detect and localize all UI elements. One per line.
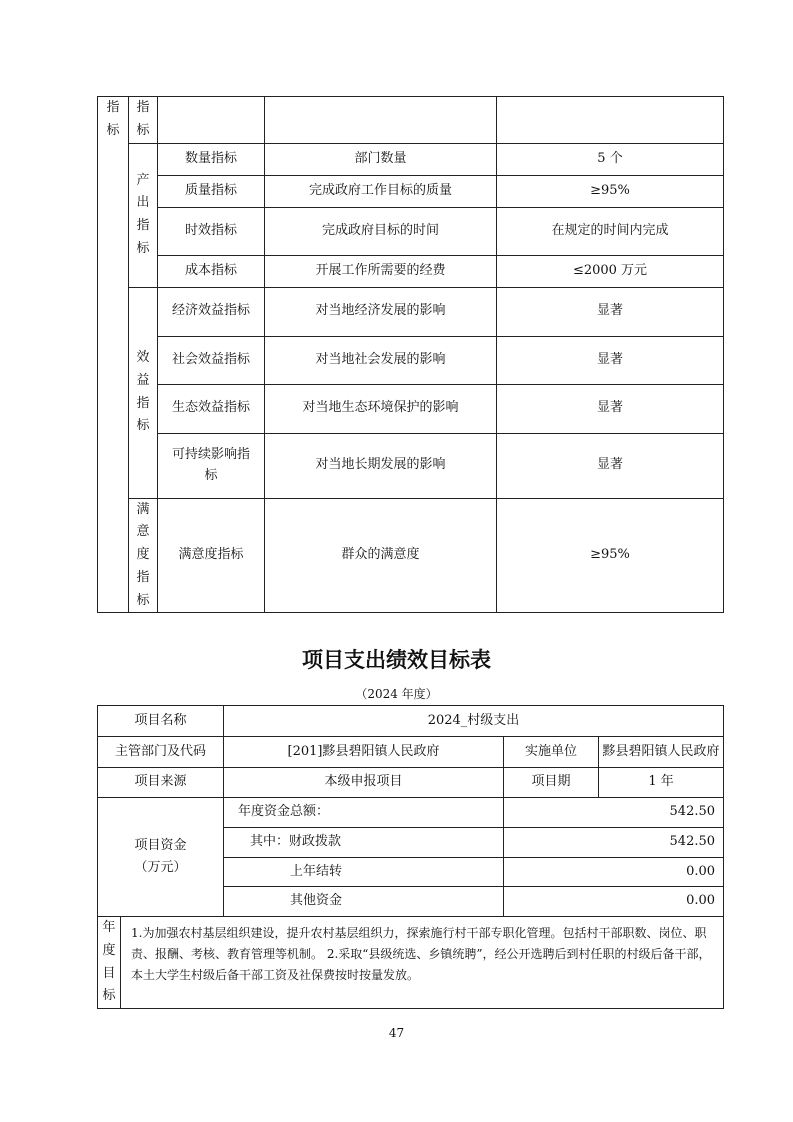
- project-source-value: 本级申报项目: [224, 768, 504, 798]
- indicator-name: 可持续影响指 标: [158, 433, 265, 498]
- indicator-label: 指 标: [98, 97, 129, 613]
- implementing-unit-value: 黟县碧阳镇人民政府: [599, 737, 724, 768]
- project-funds-label: 项目资金 （万元）: [98, 798, 224, 917]
- empty-cell: [497, 97, 724, 144]
- fund-item-label: 上年结转: [224, 858, 504, 887]
- fund-item-label: 年度资金总额：: [224, 798, 504, 828]
- indicator-value: ≥95%: [497, 175, 724, 207]
- indicator-value: 显著: [497, 287, 724, 336]
- indicator-content: 对当地长期发展的影响: [265, 433, 497, 498]
- fund-item-value: 542.50: [504, 828, 724, 858]
- indicator-content: 对当地生态环境保护的影响: [265, 384, 497, 433]
- empty-cell: [265, 97, 497, 144]
- indicator-table-continued: [97, 96, 724, 613]
- project-period-value: 1 年: [599, 768, 724, 798]
- output-indicator-group: 产 出 指 标: [129, 143, 158, 287]
- indicator-content: 部门数量: [265, 143, 497, 175]
- indicator-value: 显著: [497, 336, 724, 384]
- page-number: 47: [388, 1026, 405, 1040]
- indicator-name: 时效指标: [158, 207, 265, 255]
- benefit-indicator-group: 效 益 指 标: [129, 287, 158, 498]
- project-period-label: 项目期: [504, 768, 599, 798]
- indicator-value: ≥95%: [497, 498, 724, 613]
- page-title: 项目支出绩效目标表: [302, 648, 491, 672]
- empty-cell: [158, 97, 265, 144]
- satisfaction-indicator-group: 满 意 度 指 标: [129, 498, 158, 613]
- indicator-content: 对当地经济发展的影响: [265, 287, 497, 336]
- indicator-value: 显著: [497, 433, 724, 498]
- indicator-content: 完成政府工作目标的质量: [265, 175, 497, 207]
- fund-item-value: 0.00: [504, 887, 724, 917]
- fund-item-label: 其他资金: [224, 887, 504, 917]
- annual-goal-text: 1.为加强农村基层组织建设，提升农村基层组织力，探索施行村干部专职化管理。包括村干部职数、岗位、职责、报酬、考核、教育管理等机制。 2.采取“县级统选、乡镇统聘”，经公开选聘后到村任职的村级后备干部，本土大学生村级后备干部工资及社保费按时按量发放。: [121, 917, 724, 1009]
- indicator-sublabel: 指 标: [129, 97, 158, 144]
- project-name-value: 2024_村级支出: [224, 706, 724, 737]
- indicator-value: ≤2000 万元: [497, 255, 724, 287]
- annual-goal-label: 年 度 目 标: [98, 917, 121, 1009]
- project-name-label: 项目名称: [98, 706, 224, 737]
- indicator-content: 群众的满意度: [265, 498, 497, 613]
- fund-item-value: 542.50: [504, 798, 724, 828]
- indicator-name: 质量指标: [158, 175, 265, 207]
- indicator-name: 满意度指标: [158, 498, 265, 613]
- indicator-name: 社会效益指标: [158, 336, 265, 384]
- fund-item-label: 其中：财政拨款: [224, 828, 504, 858]
- project-source-label: 项目来源: [98, 768, 224, 798]
- indicator-value: 显著: [497, 384, 724, 433]
- implementing-unit-label: 实施单位: [504, 737, 599, 768]
- indicator-content: 开展工作所需要的经费: [265, 255, 497, 287]
- indicator-name: 生态效益指标: [158, 384, 265, 433]
- indicator-value: 在规定的时间内完成: [497, 207, 724, 255]
- fund-item-value: 0.00: [504, 858, 724, 887]
- department-label: 主管部门及代码: [98, 737, 224, 768]
- indicator-name: 成本指标: [158, 255, 265, 287]
- indicator-name: 经济效益指标: [158, 287, 265, 336]
- indicator-name: 数量指标: [158, 143, 265, 175]
- department-value: [201]黟县碧阳镇人民政府: [224, 737, 504, 768]
- indicator-content: 完成政府目标的时间: [265, 207, 497, 255]
- indicator-content: 对当地社会发展的影响: [265, 336, 497, 384]
- indicator-value: 5 个: [497, 143, 724, 175]
- year-subtitle: （2024 年度）: [355, 687, 438, 701]
- project-performance-table: [97, 705, 724, 1009]
